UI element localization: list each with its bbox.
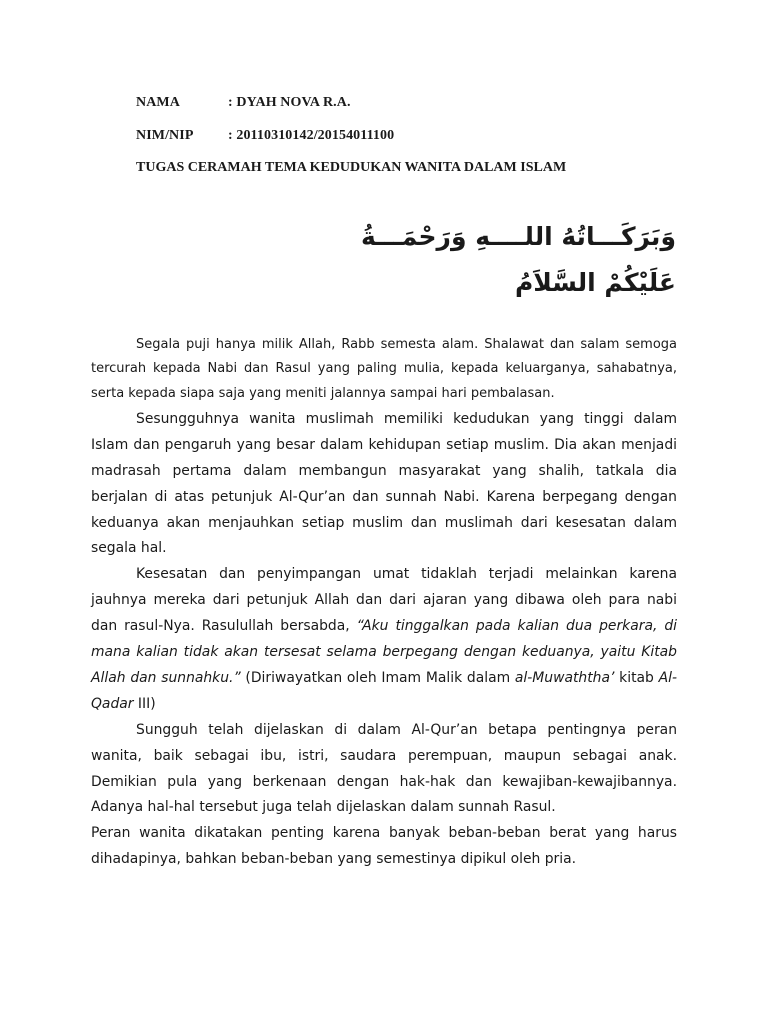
paragraph-3-mid: (Diriwayatkan oleh Imam Malik dalam: [240, 669, 515, 686]
nama-row: [136, 95, 351, 111]
paragraph-2: Sesungguhnya wanita muslimah memiliki kedudukan yang tinggi dalam Islam dan pengaruh yang besar dalam kehidupan setiap muslim. Dia akan menjadi madrasah pertama dalam membangun masyarakat yang shalih, tatkala dia berjalan di atas petunjuk Al-Qur’an dan sunnah Nabi. Karena berpegang dengan keduanya akan menjauhkan setiap muslim dan muslimah dari kesesatan dalam segala hal.: [91, 410, 677, 557]
paragraph-1: Segala puji hanya milik Allah, Rabb semesta alam. Shalawat dan salam semoga tercurah kepada Nabi dan Rasul yang paling mulia, kepada keluarganya, sahabatnya, serta kepada siapa saja yang meniti jalannya sampai hari pembalasan.: [91, 337, 677, 401]
paragraph-3-mid2: kitab: [614, 669, 659, 686]
arabic-greeting-line2: عَلَيْكُمْ السَّلاَمُ: [514, 268, 676, 297]
document-title: TUGAS CERAMAH TEMA KEDUDUKAN WANITA DALAM ISLAM: [136, 160, 567, 175]
arabic-greeting-line1: وَبَرَكَـــاتُهُ اللــــهِ وَرَحْمَـــةُ: [360, 222, 676, 251]
nim-row: [136, 128, 394, 144]
paragraph-4: Sungguh telah dijelaskan di dalam Al-Qur’an betapa pentingnya peran wanita, baik sebagai ibu, istri, saudara perempuan, maupun sebagai anak. Demikian pula yang berkenaan dengan hak-hak dan kewajiban-kewajibannya. Adanya hal-hal tersebut juga telah dijelaskan dalam sunnah Rasul.: [91, 721, 677, 816]
nim-value: : 20110310142/20154011100: [228, 128, 395, 143]
hadith-quote: “Aku tinggalkan pada kalian dua perkara, di mana kalian tidak akan tersesat selama berpegang dengan keduanya, yaitu Kitab Allah dan sunnahku.”: [91, 618, 677, 686]
chapter-title: Al-Qadar: [91, 669, 677, 712]
paragraph-5: Peran wanita dikatakan penting karena banyak beban-beban berat yang harus dihadapinya, bahkan beban-beban yang semestinya dipikul oleh pria.: [91, 825, 677, 868]
book-title: al-Muwaththa’: [514, 669, 615, 686]
nama-value: : DYAH NOVA R.A.: [228, 95, 351, 110]
body-text: [91, 333, 677, 873]
paragraph-3-end: III): [133, 695, 156, 712]
paragraph-3-start: Kesesatan dan penyimpangan umat tidaklah terjadi melainkan karena jauhnya mereka dari petunjuk Allah dan dari ajaran yang dibawa oleh para nabi dan rasul-Nya. Rasulullah bersabda,: [91, 566, 677, 635]
paragraph-3: [91, 562, 677, 717]
nim-label: NIM/NIP: [136, 128, 194, 143]
nama-label: NAMA: [136, 95, 180, 110]
